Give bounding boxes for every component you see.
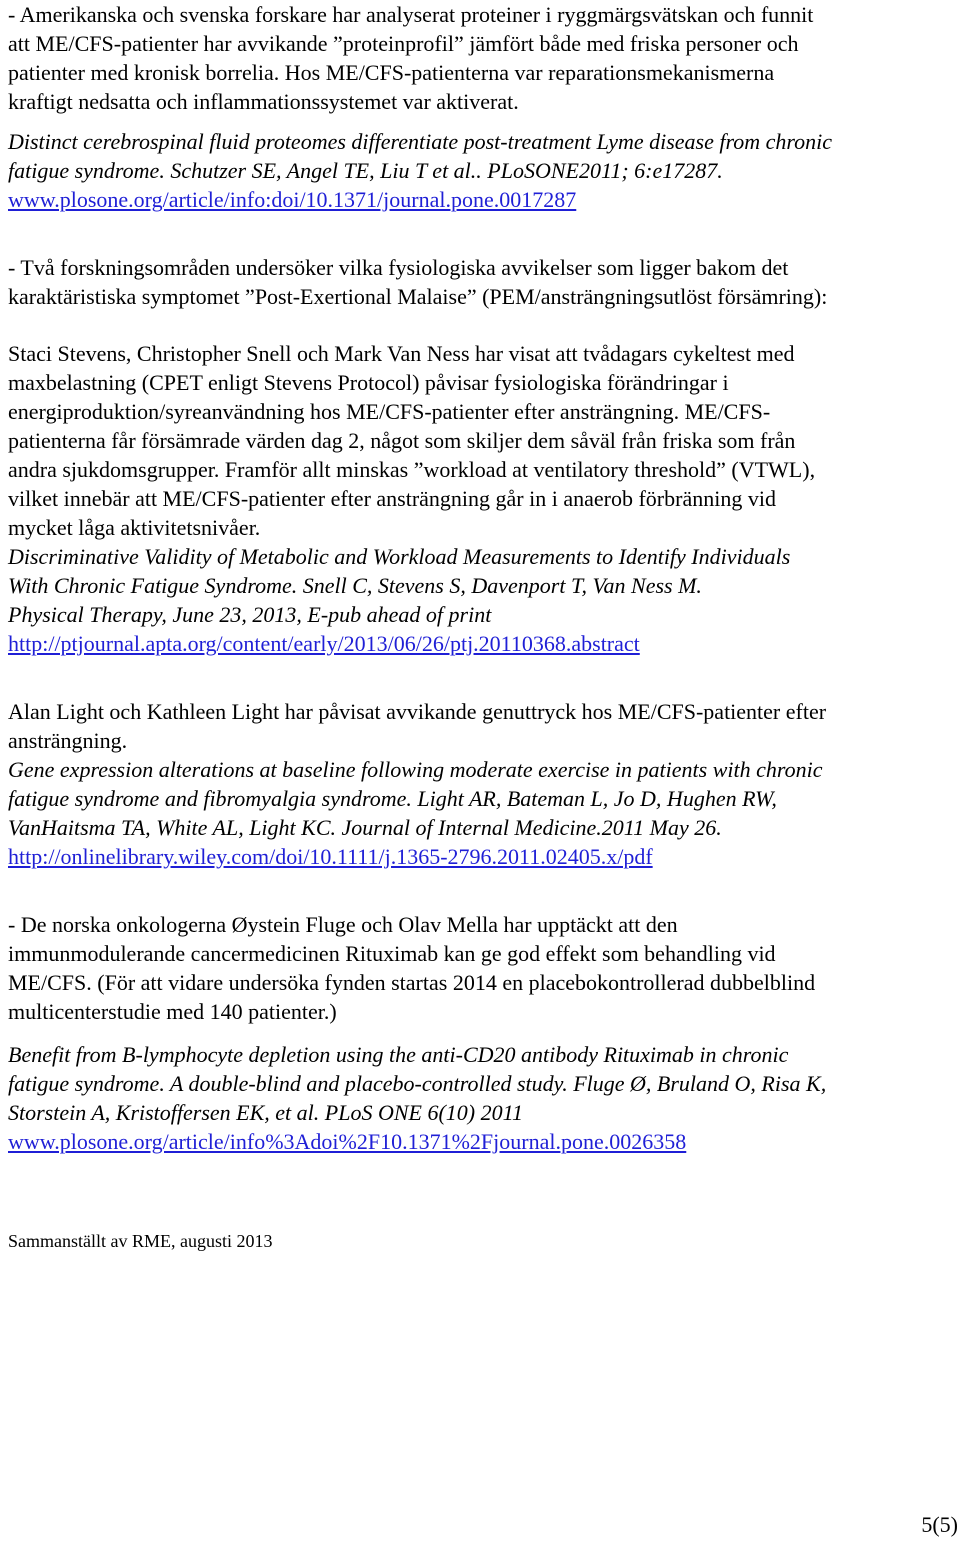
paragraph-line: ME/CFS. (För att vidare undersöka fynden startas 2014 en placebokontrollerad dubbelblind xyxy=(8,970,816,995)
reference-link[interactable]: http://ptjournal.apta.org/content/early/2013/06/26/ptj.20110368.abstract xyxy=(8,631,640,656)
reference-line: fatigue syndrome. A double-blind and placebo-controlled study. Fluge Ø, Bruland O, Risa K, xyxy=(8,1071,827,1096)
paragraph-line: andra sjukdomsgrupper. Framför allt minskas ”workload at ventilatory threshold” (VTWL), xyxy=(8,457,816,482)
paragraph-line: ansträngning. xyxy=(8,728,128,753)
reference-line: Physical Therapy, June 23, 2013, E-pub ahead of print xyxy=(8,602,492,627)
paragraph-line: mycket låga aktivitetsnivåer. xyxy=(8,515,261,540)
paragraph-line: vilket innebär att ME/CFS-patienter efter ansträngning går in i anaerob förbränning vid xyxy=(8,486,776,511)
paragraph-line: kraftigt nedsatta och inflammationssystemet var aktiverat. xyxy=(8,89,519,114)
paragraph-line: patienter med kronisk borrelia. Hos ME/CFS-patienterna var reparationsmekanismerna xyxy=(8,60,775,85)
paragraph-line: immunmodulerande cancermedicinen Rituximab kan ge god effekt som behandling vid xyxy=(8,941,776,966)
paragraph-line: - Två forskningsområden undersöker vilka fysiologiska avvikelser som ligger bakom det xyxy=(8,255,789,280)
reference-line: With Chronic Fatigue Syndrome. Snell C, Stevens S, Davenport T, Van Ness M. xyxy=(8,573,702,598)
reference-link[interactable]: http://onlinelibrary.wiley.com/doi/10.1111/j.1365-2796.2011.02405.x/pdf xyxy=(8,844,653,869)
reference-line: Storstein A, Kristoffersen EK, et al. PLoS ONE 6(10) 2011 xyxy=(8,1100,523,1125)
paragraph-line: karaktäristiska symptomet ”Post-Exertional Malaise” (PEM/ansträngningsutlöst försämring): xyxy=(8,284,828,309)
compiled-by-note: Sammanställt av RME, augusti 2013 xyxy=(8,1231,273,1251)
reference-line: Gene expression alterations at baseline following moderate exercise in patients with chronic xyxy=(8,757,823,782)
reference-line: VanHaitsma TA, White AL, Light KC. Journal of Internal Medicine.2011 May 26. xyxy=(8,815,722,840)
paragraph-line: Staci Stevens, Christopher Snell och Mark Van Ness har visat att tvådagars cykeltest med xyxy=(8,341,795,366)
paragraph-line: energiproduktion/syreanvändning hos ME/CFS-patienter efter ansträngning. ME/CFS- xyxy=(8,399,771,424)
paragraph-line: - Amerikanska och svenska forskare har analyserat proteiner i ryggmärgsvätskan och funnit xyxy=(8,2,814,27)
paragraph-line: - De norska onkologerna Øystein Fluge och Olav Mella har upptäckt att den xyxy=(8,912,678,937)
reference-line: Benefit from B-lymphocyte depletion using the anti-CD20 antibody Rituximab in chronic xyxy=(8,1042,789,1067)
page-number: 5(5) xyxy=(921,1512,958,1537)
reference-line: fatigue syndrome and fibromyalgia syndrome. Light AR, Bateman L, Jo D, Hughen RW, xyxy=(8,786,777,811)
paragraph-line: patienterna får försämrade värden dag 2, något som skiljer dem såväl från friska som från xyxy=(8,428,796,453)
paragraph-line: maxbelastning (CPET enligt Stevens Protocol) påvisar fysiologiska förändringar i xyxy=(8,370,729,395)
paragraph-line: multicenterstudie med 140 patienter.) xyxy=(8,999,337,1024)
reference-link[interactable]: www.plosone.org/article/info:doi/10.1371/journal.pone.0017287 xyxy=(8,187,577,212)
paragraph-line: Alan Light och Kathleen Light har påvisat avvikande genuttryck hos ME/CFS-patienter efter xyxy=(8,699,827,724)
paragraph-line: att ME/CFS-patienter har avvikande ”proteinprofil” jämfört både med friska personer och xyxy=(8,31,799,56)
reference-line: Distinct cerebrospinal fluid proteomes differentiate post-treatment Lyme disease from chronic xyxy=(8,129,833,154)
reference-link[interactable]: www.plosone.org/article/info%3Adoi%2F10.1371%2Fjournal.pone.0026358 xyxy=(8,1129,687,1154)
reference-line: Discriminative Validity of Metabolic and Workload Measurements to Identify Individuals xyxy=(8,544,791,569)
reference-line: fatigue syndrome. Schutzer SE, Angel TE, Liu T et al.. PLoSONE2011; 6:e17287. xyxy=(8,158,723,183)
